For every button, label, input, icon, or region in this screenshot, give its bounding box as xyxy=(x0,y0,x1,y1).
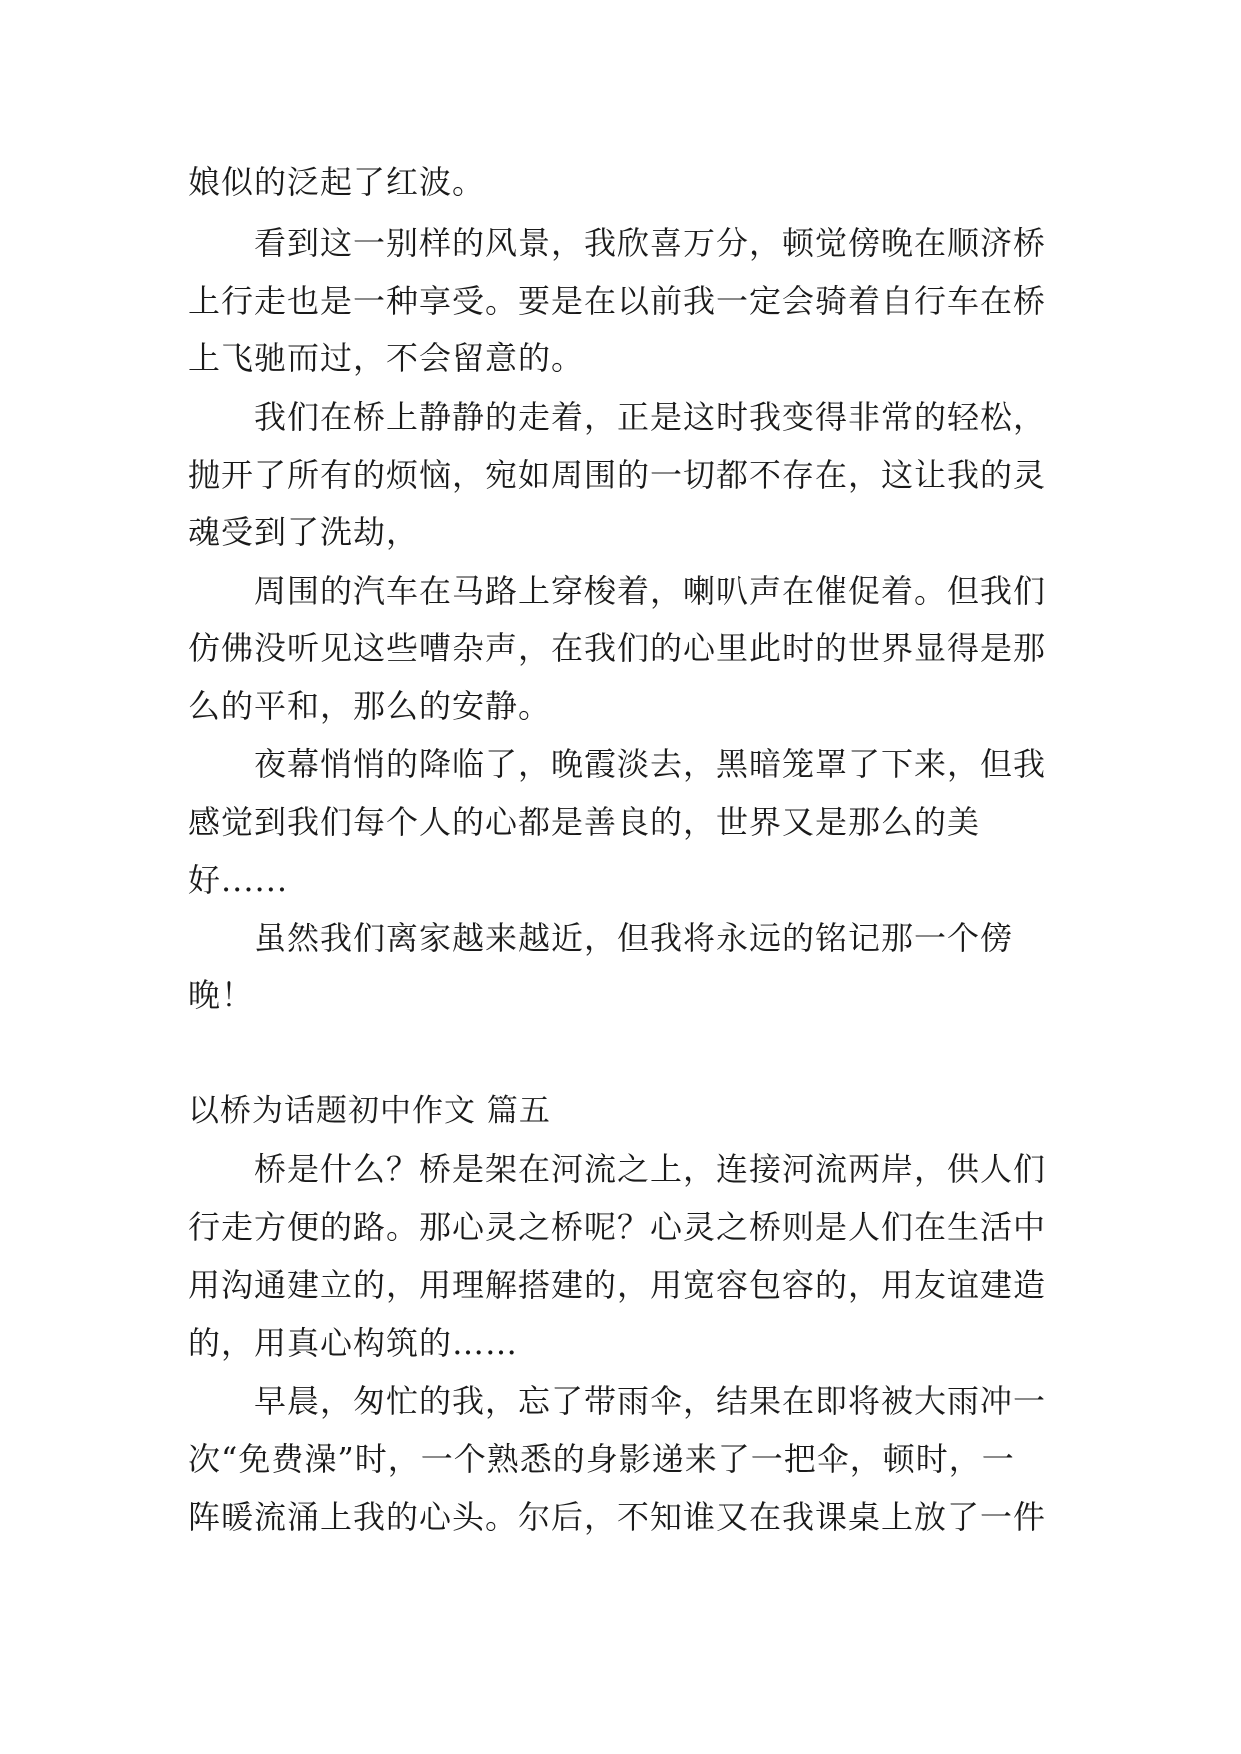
paragraph-line: 桥是什么？桥是架在河流之上，连接河流两岸，供人们 xyxy=(254,1150,1047,1188)
paragraph-line: 仿佛没听见这些嘈杂声，在我们的心里此时的世界显得是那 xyxy=(188,629,1047,667)
paragraph-line: 虽然我们离家越来越近，但我将永远的铭记那一个傍 xyxy=(254,919,1014,957)
paragraph-line: 次“免费澡”时，一个熟悉的身影递来了一把伞，顿时，一 xyxy=(188,1440,1015,1478)
paragraph-line: 看到这一别样的风景，我欣喜万分，顿觉傍晚在顺济桥 xyxy=(254,224,1047,262)
paragraph-line: 娘似的泛起了红波。 xyxy=(188,163,486,201)
paragraph-line: 周围的汽车在马路上穿梭着，喇叭声在催促着。但我们 xyxy=(254,572,1047,610)
paragraph-line: 感觉到我们每个人的心都是善良的，世界又是那么的美 xyxy=(188,803,981,841)
paragraph-line: 上行走也是一种享受。要是在以前我一定会骑着自行车在桥 xyxy=(188,282,1047,320)
paragraph-line: 用沟通建立的，用理解搭建的，用宽容包容的，用友谊建造 xyxy=(188,1266,1047,1304)
paragraph-line: 抛开了所有的烦恼，宛如周围的一切都不存在，这让我的灵 xyxy=(188,456,1047,494)
paragraph-line: 晚！ xyxy=(188,976,255,1014)
paragraph-line: 好...... xyxy=(188,861,289,899)
paragraph-line: 上飞驰而过，不会留意的。 xyxy=(188,339,585,377)
paragraph-line: 行走方便的路。那心灵之桥呢？心灵之桥则是人们在生活中 xyxy=(188,1208,1047,1246)
paragraph-line: 魂受到了洗劫， xyxy=(188,513,420,551)
paragraph-line: 夜幕悄悄的降临了，晚霞淡去，黑暗笼罩了下来，但我 xyxy=(254,745,1047,783)
paragraph-line: 阵暖流涌上我的心头。尔后，不知谁又在我课桌上放了一件 xyxy=(188,1498,1047,1536)
paragraph-line: 么的平和，那么的安静。 xyxy=(188,687,552,725)
paragraph-line: 早晨，匆忙的我，忘了带雨伞，结果在即将被大雨冲一 xyxy=(254,1382,1047,1420)
paragraph-line: 的，用真心构筑的…… xyxy=(188,1324,519,1362)
paragraph-line: 我们在桥上静静的走着，正是这时我变得非常的轻松， xyxy=(254,398,1047,436)
section-heading: 以桥为话题初中作文 篇五 xyxy=(188,1093,551,1129)
